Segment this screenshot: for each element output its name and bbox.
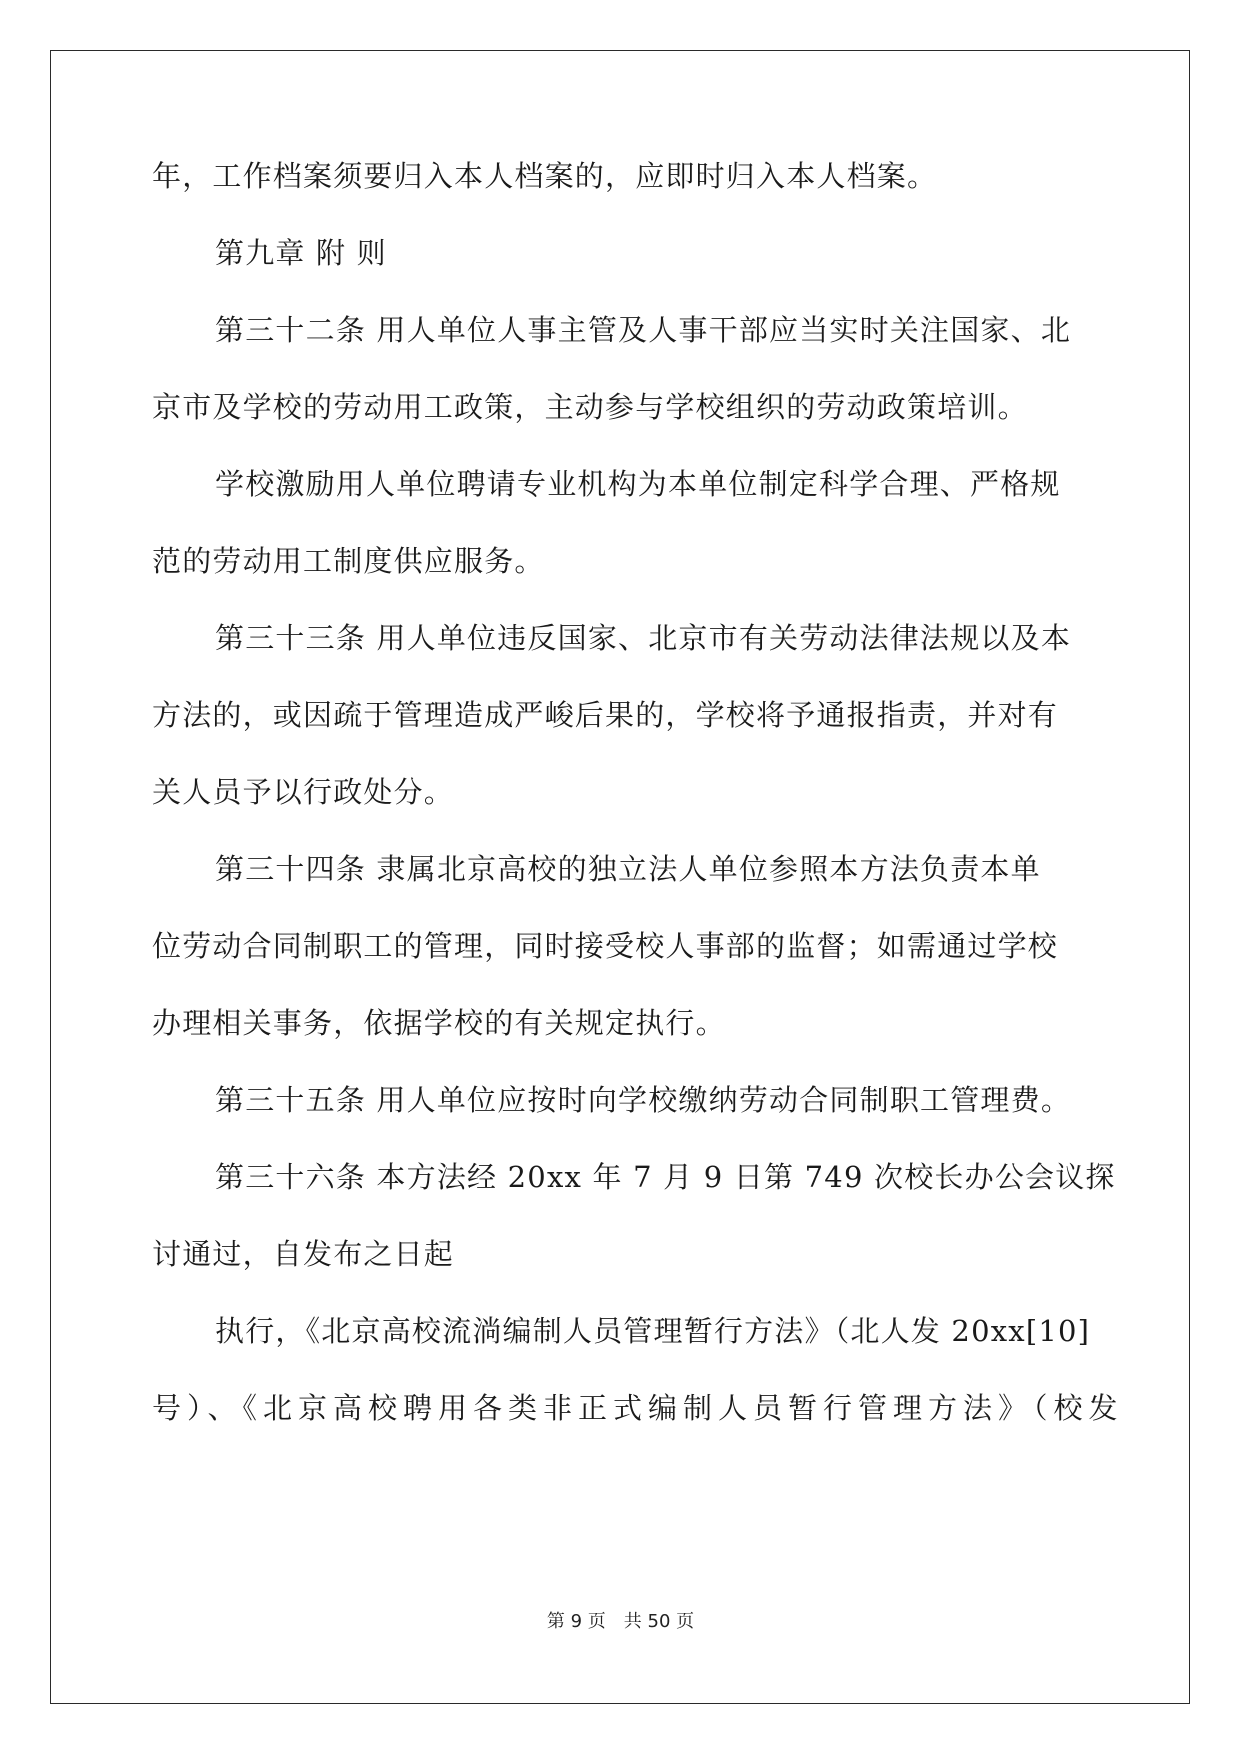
text-line: 年，工作档案须要归入本人档案的，应即时归入本人档案。	[152, 159, 938, 193]
article-36-line-1: 第三十六条 本方法经 20xx 年 7 月 9 日第 749 次校长办公会议探	[215, 1160, 1116, 1194]
article-34-line-1: 第三十四条 隶属北京高校的独立法人单位参照本方法负责本单	[215, 852, 1041, 886]
article-33-line-3: 关人员予以行政处分。	[152, 775, 455, 809]
article-32-line-2: 京市及学校的劳动用工政策，主动参与学校组织的劳动政策培训。	[152, 390, 1028, 424]
paragraph-line-1: 学校激励用人单位聘请专业机构为本单位制定科学合理、严格规	[215, 467, 1061, 501]
page-number-footer: 第 9 页 共 50 页	[546, 1611, 695, 1632]
paragraph-line-2: 范的劳动用工制度供应服务。	[152, 544, 545, 578]
paragraph-execution-line-1: 执行，《北京高校流淌编制人员管理暂行方法》（北人发 20xx[10]	[215, 1314, 1091, 1348]
article-32-line-1: 第三十二条 用人单位人事主管及人事干部应当实时关注国家、北	[215, 313, 1072, 347]
article-33-line-2: 方法的，或因疏于管理造成严峻后果的，学校将予通报指责，并对有	[152, 698, 1059, 732]
article-36-line-2: 讨通过，自发布之日起	[152, 1237, 455, 1271]
chapter-heading: 第九章 附 则	[215, 236, 387, 270]
article-34-line-3: 办理相关事务，依据学校的有关规定执行。	[152, 1006, 726, 1040]
article-34-line-2: 位劳动合同制职工的管理，同时接受校人事部的监督；如需通过学校	[152, 929, 1059, 963]
article-33-line-1: 第三十三条 用人单位违反国家、北京市有关劳动法律法规以及本	[215, 621, 1072, 655]
document-body	[152, 159, 1124, 1469]
paragraph-execution-line-2: 号）、《北京高校聘用各类非正式编制人员暂行管理方法》（校发	[152, 1391, 1124, 1425]
article-35-line-1: 第三十五条 用人单位应按时向学校缴纳劳动合同制职工管理费。	[215, 1083, 1072, 1117]
